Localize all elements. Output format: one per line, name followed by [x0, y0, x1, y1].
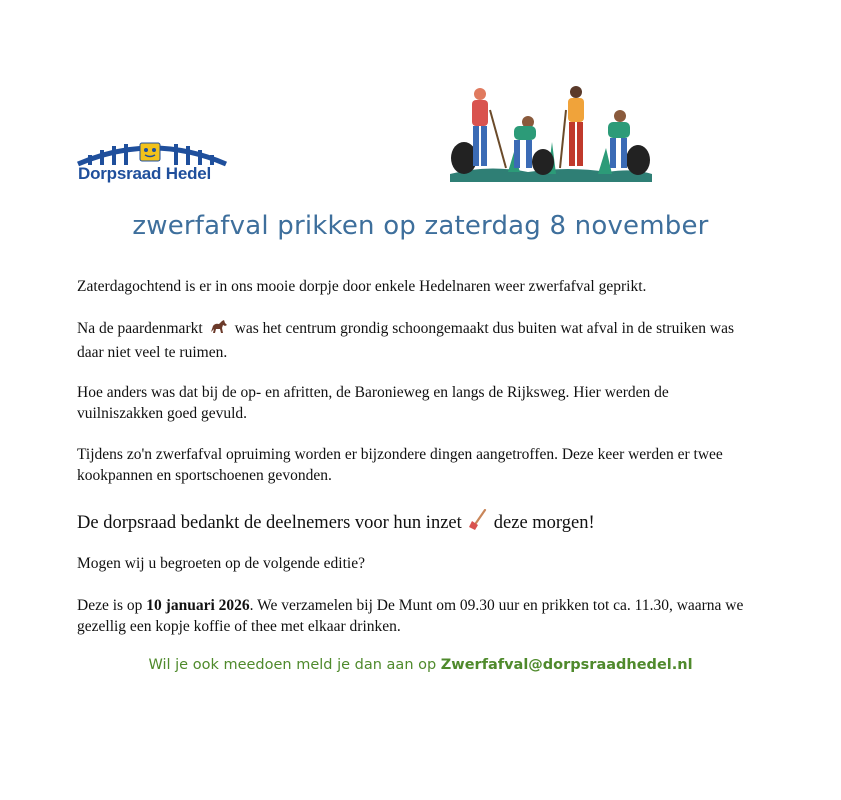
horse-icon: [209, 318, 229, 342]
paragraph-5-start: De dorpsraad bedankt de deelnemers voor hun inzet: [77, 513, 462, 533]
paragraph-5-end: deze morgen!: [493, 513, 595, 533]
page-title: zwerfafval prikken op zaterdag 8 november: [132, 211, 709, 241]
paragraph-4: Tijdens zo'n zwerfafval opruiming worden er bijzondere dingen aangetroffen. Deze keer werden er twee kookpannen en sportschoenen gevonden.: [77, 446, 723, 484]
paragraph-7: [77, 595, 757, 637]
signup-footer: [0, 657, 841, 673]
people-cleaning-litter-illustration-icon: [448, 82, 654, 182]
paragraph-1: Zaterdagochtend is er in ons mooie dorpje door enkele Hedelnaren weer zwerfafval geprikt.: [77, 278, 647, 295]
paragraph-2: [77, 318, 757, 363]
paragraph-2-end: was het centrum grondig schoongemaakt dus buiten wat afval in de struiken was daar niet veel te ruimen.: [77, 320, 734, 361]
paragraph-5: [77, 509, 757, 538]
paragraph-7-start: Deze is op: [77, 597, 147, 614]
paragraph-6: Mogen wij u begroeten op de volgende editie?: [77, 555, 365, 572]
paragraph-3: Hoe anders was dat bij de op- en afritten, de Baronieweg en langs de Rijksweg. Hier werden de vuilniszakken goed gevuld.: [77, 384, 669, 422]
signup-email-link[interactable]: Zwerfafval@dorpsraadhedel.nl: [440, 657, 693, 673]
dorpsraad-logo: [76, 138, 236, 190]
logo-text: Dorpsraad Hedel: [78, 164, 212, 183]
event-date: 10 januari 2026: [146, 597, 250, 614]
signup-text: Wil je ook meedoen meld je dan aan op: [148, 657, 441, 673]
paragraph-2-start: Na de paardenmarkt: [77, 320, 203, 337]
paragraph-7-end: . We verzamelen bij De Munt om 09.30 uur en prikken tot ca. 11.30, waarna we gezellig een kopje koffie of thee met elkaar drinken.: [77, 597, 744, 635]
broom-icon: [468, 509, 488, 538]
